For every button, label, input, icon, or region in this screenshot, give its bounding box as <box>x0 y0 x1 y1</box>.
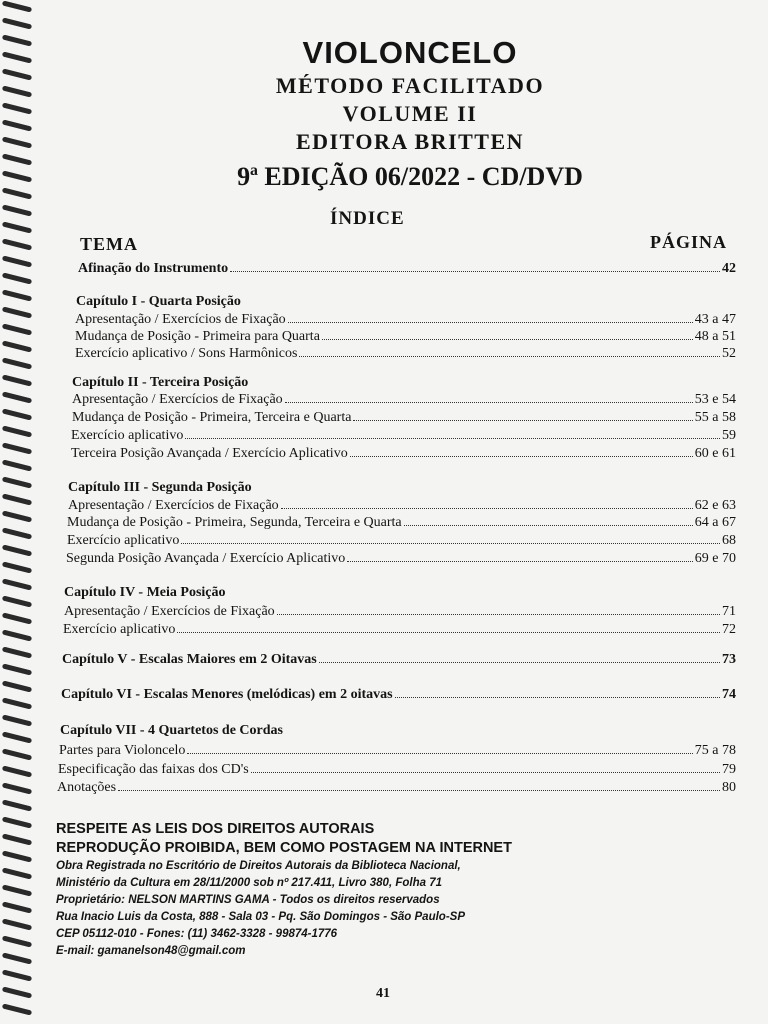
registration-line: Ministério da Cultura em 28/11/2000 sob nº 217.411, Livro 380, Folha 71 <box>56 877 442 889</box>
toc-entry <box>63 622 736 640</box>
dot-leader <box>288 322 693 323</box>
toc-entry-label: Segunda Posição Avançada / Exercício Aplicativo <box>66 551 346 566</box>
spiral-ring <box>2 663 32 675</box>
spiral-ring <box>2 646 32 658</box>
toc-entry-afinacao <box>78 261 736 279</box>
spiral-ring <box>2 340 32 352</box>
chapter-title: Capítulo VII - 4 Quartetos de Cordas <box>60 723 283 738</box>
dot-leader <box>285 402 693 403</box>
spiral-ring <box>2 578 32 590</box>
address-line: Rua Inacio Luis da Costa, 888 - Sala 03 - Pq. São Domingos - São Paulo-SP <box>56 911 465 923</box>
spiral-ring <box>2 901 32 913</box>
dot-leader <box>118 790 720 791</box>
spiral-ring <box>2 153 32 165</box>
spiral-ring <box>2 748 32 760</box>
dot-leader <box>322 339 693 340</box>
toc-entry-label: Anotações <box>57 780 117 795</box>
toc-entry-label: Exercício aplicativo <box>63 622 176 637</box>
chapter-title: Capítulo III - Segunda Posição <box>68 480 252 495</box>
spiral-ring <box>2 1003 32 1015</box>
spiral-ring <box>2 119 32 131</box>
spiral-ring <box>2 51 32 63</box>
spiral-ring <box>2 425 32 437</box>
spiral-ring <box>2 357 32 369</box>
spiral-ring <box>2 714 32 726</box>
phone-line: CEP 05112-010 - Fones: (11) 3462-3328 - 99874-1776 <box>56 928 338 940</box>
toc-entry-page: 62 e 63 <box>694 498 736 513</box>
chapter-title: Capítulo IV - Meia Posição <box>64 585 226 600</box>
spiral-ring <box>2 595 32 607</box>
toc-entry-label: Exercício aplicativo <box>67 533 180 548</box>
spiral-ring <box>2 255 32 267</box>
spiral-ring <box>2 629 32 641</box>
toc-entry <box>75 346 736 364</box>
spiral-ring <box>2 374 32 386</box>
spiral-ring <box>2 544 32 556</box>
spiral-ring <box>2 986 32 998</box>
spiral-ring <box>2 850 32 862</box>
dot-leader <box>251 772 720 773</box>
spiral-ring <box>2 85 32 97</box>
toc-entry <box>75 312 736 330</box>
toc-entry <box>72 392 736 410</box>
toc-entry-label: Partes para Violoncelo <box>59 743 186 758</box>
toc-entry-page: 43 a 47 <box>694 312 736 327</box>
spiral-ring <box>2 867 32 879</box>
toc-entry <box>68 498 736 516</box>
spiral-ring <box>2 323 32 335</box>
spiral-ring <box>2 289 32 301</box>
dot-leader <box>350 456 693 457</box>
dot-leader <box>347 561 693 562</box>
spiral-ring <box>2 391 32 403</box>
toc-entry-page: 79 <box>722 762 736 777</box>
spiral-ring <box>2 306 32 318</box>
dot-leader <box>181 543 720 544</box>
toc-entry-page: 60 e 61 <box>694 446 736 461</box>
spiral-ring <box>2 408 32 420</box>
spiral-ring <box>2 272 32 284</box>
book-edition: 9ª EDIÇÃO 06/2022 - CD/DVD <box>237 162 583 191</box>
toc-entry-page: 73 <box>722 652 736 667</box>
dot-leader <box>185 438 720 439</box>
spiral-ring <box>2 0 32 12</box>
toc-entry <box>58 762 736 780</box>
spiral-binding <box>0 0 40 1024</box>
toc-entry <box>75 329 736 347</box>
toc-entry-page: 68 <box>722 533 736 548</box>
column-header-pagina: PÁGINA <box>650 232 727 252</box>
dot-leader <box>353 420 692 421</box>
toc-entry-page: 59 <box>722 428 736 443</box>
dot-leader <box>177 632 720 633</box>
toc-entry <box>59 743 736 761</box>
toc-entry-page: 52 <box>722 346 736 361</box>
spiral-ring <box>2 765 32 777</box>
email-line: E-mail: gamanelson48@gmail.com <box>56 945 246 957</box>
toc-entry-label: Terceira Posição Avançada / Exercício Aplicativo <box>71 446 348 461</box>
toc-entry-page: 48 a 51 <box>694 329 736 344</box>
toc-entry-label: Exercício aplicativo / Sons Harmônicos <box>75 346 298 361</box>
registration-line: Obra Registrada no Escritório de Direitos Autorais da Biblioteca Nacional, <box>56 860 461 872</box>
spiral-ring <box>2 952 32 964</box>
toc-entry <box>71 428 736 446</box>
spiral-ring <box>2 816 32 828</box>
dot-leader <box>395 697 720 698</box>
copyright-warning: RESPEITE AS LEIS DOS DIREITOS AUTORAIS <box>56 821 375 837</box>
spiral-ring <box>2 680 32 692</box>
document-header <box>200 34 620 196</box>
toc-entry-page: 55 a 58 <box>694 410 736 425</box>
spiral-ring <box>2 918 32 930</box>
spiral-ring <box>2 238 32 250</box>
toc-entry-page: 80 <box>722 780 736 795</box>
owner-line: Proprietário: NELSON MARTINS GAMA - Todos os direitos reservados <box>56 894 440 906</box>
spiral-ring <box>2 969 32 981</box>
spiral-ring <box>2 136 32 148</box>
toc-entry-page: 72 <box>722 622 736 637</box>
toc-entry <box>64 604 736 622</box>
spiral-ring <box>2 170 32 182</box>
spiral-ring <box>2 68 32 80</box>
spiral-ring <box>2 187 32 199</box>
spiral-ring <box>2 731 32 743</box>
toc-entry-page: 71 <box>722 604 736 619</box>
spiral-ring <box>2 833 32 845</box>
spiral-ring <box>2 442 32 454</box>
spiral-ring <box>2 884 32 896</box>
spiral-ring <box>2 782 32 794</box>
book-subtitle: MÉTODO FACILITADO <box>275 73 545 98</box>
toc-entry-label: Afinação do Instrumento <box>78 261 229 276</box>
toc-entry-label: Capítulo VI - Escalas Menores (melódicas) em 2 oitavas <box>61 687 393 702</box>
reproduction-warning: REPRODUÇÃO PROIBIDA, BEM COMO POSTAGEM NA INTERNET <box>56 840 512 856</box>
toc-entry-label: Mudança de Posição - Primeira, Terceira e Quarta <box>72 410 352 425</box>
toc-chapter-entry <box>62 652 736 670</box>
page-number: 41 <box>376 986 390 1001</box>
spiral-ring <box>2 510 32 522</box>
toc-entry <box>72 410 736 428</box>
copyright-footer <box>56 820 512 960</box>
chapter-title: Capítulo I - Quarta Posição <box>76 294 241 309</box>
spiral-ring <box>2 17 32 29</box>
spiral-ring <box>2 102 32 114</box>
toc-entry-page: 64 a 67 <box>694 515 736 530</box>
toc-entry-label: Apresentação / Exercícios de Fixação <box>68 498 279 513</box>
toc-entry-label: Apresentação / Exercícios de Fixação <box>75 312 286 327</box>
spiral-ring <box>2 476 32 488</box>
dot-leader <box>281 508 693 509</box>
toc-entry <box>71 446 736 464</box>
toc-entry-label: Apresentação / Exercícios de Fixação <box>64 604 275 619</box>
dot-leader <box>187 753 692 754</box>
spiral-ring <box>2 799 32 811</box>
toc-entry-label: Capítulo V - Escalas Maiores em 2 Oitavas <box>62 652 317 667</box>
toc-entry-page: 74 <box>722 687 736 702</box>
dot-leader <box>230 271 720 272</box>
dot-leader <box>277 614 720 615</box>
toc-entry-page: 69 e 70 <box>694 551 736 566</box>
toc-entry <box>67 515 736 533</box>
spiral-ring <box>2 612 32 624</box>
chapter-title: Capítulo II - Terceira Posição <box>72 375 249 390</box>
spiral-ring <box>2 493 32 505</box>
spiral-ring <box>2 459 32 471</box>
toc-entry-label: Exercício aplicativo <box>71 428 184 443</box>
index-heading: ÍNDICE <box>330 208 405 229</box>
spiral-ring <box>2 561 32 573</box>
toc-entry <box>67 533 736 551</box>
spiral-ring <box>2 221 32 233</box>
dot-leader <box>404 525 693 526</box>
dot-leader <box>319 662 720 663</box>
toc-entry-page: 42 <box>722 261 736 276</box>
book-publisher: EDITORA BRITTEN <box>295 129 525 154</box>
toc-chapter-entry <box>61 687 736 705</box>
book-title: VIOLONCELO <box>302 35 518 70</box>
toc-entry-label: Especificação das faixas dos CD's <box>58 762 249 777</box>
spiral-ring <box>2 204 32 216</box>
toc-entry-page: 53 e 54 <box>694 392 736 407</box>
toc-entry-label: Mudança de Posição - Primeira, Segunda, Terceira e Quarta <box>67 515 402 530</box>
spiral-ring <box>2 527 32 539</box>
toc-entry <box>57 780 736 798</box>
toc-entry-page: 75 a 78 <box>694 743 736 758</box>
book-volume: VOLUME II <box>342 101 478 126</box>
spiral-ring <box>2 34 32 46</box>
spiral-ring <box>2 697 32 709</box>
toc-entry <box>66 551 736 569</box>
column-header-tema: TEMA <box>80 234 138 254</box>
toc-entry-label: Apresentação / Exercícios de Fixação <box>72 392 283 407</box>
spiral-ring <box>2 935 32 947</box>
toc-entry-label: Mudança de Posição - Primeira para Quarta <box>75 329 320 344</box>
dot-leader <box>299 356 720 357</box>
